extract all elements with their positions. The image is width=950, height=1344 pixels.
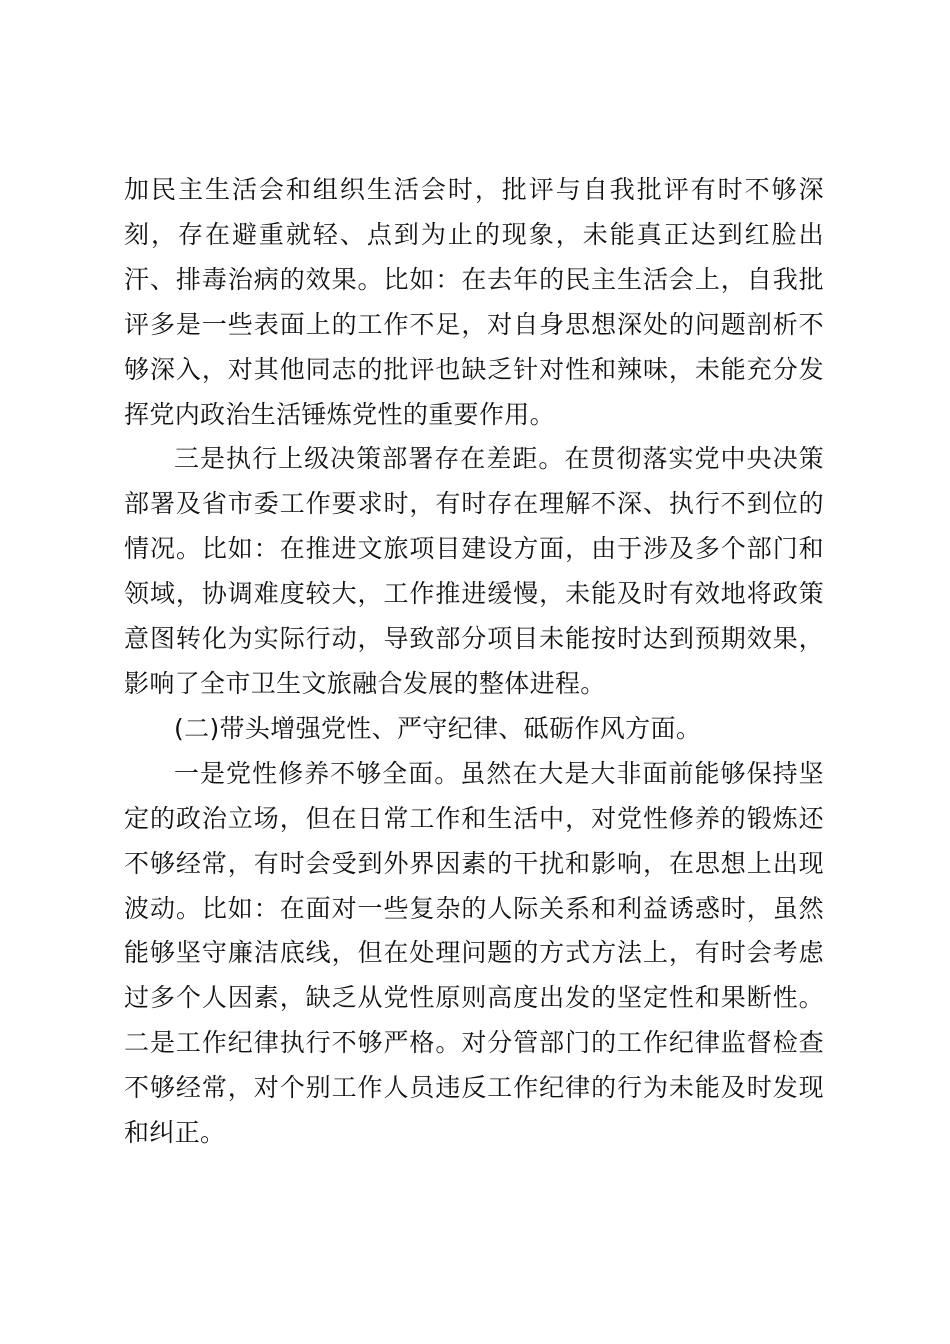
paragraph-criticism-continued: 加民主生活会和组织生活会时，批评与自我批评有时不够深刻，存在避重就轻、点到为止的现象，未能真正达到红脸出汗、排毒治病的效果。比如：在去年的民主生活会上，自我批评多是一些表面上的工作不足，对自身思想深处的问题剖析不够深入，对其他同志的批评也缺乏针对性和辣味，未能充分发挥党内政治生活锤炼党性的重要作用。	[124, 175, 824, 429]
section-heading-two: (二)带头增强党性、严守纪律、砥砺作风方面。	[174, 713, 702, 743]
paragraph-point-three: 三是执行上级决策部署存在差距。在贯彻落实党中央决策部署及省市委工作要求时，有时存在理解不深、执行不到位的情况。比如：在推进文旅项目建设方面，由于涉及多个部门和领域，协调难度较大，工作推进缓慢，未能及时有效地将政策意图转化为实际行动，导致部分项目未能按时达到预期效果，影响了全市卫生文旅融合发展的整体进程。	[124, 444, 824, 698]
document-body	[124, 168, 824, 1156]
paragraph-point-one-party-spirit: 一是党性修养不够全面。虽然在大是大非面前能够保持坚定的政治立场，但在日常工作和生活中，对党性修养的锻炼还不够经常，有时会受到外界因素的干扰和影响，在思想上出现波动。比如：在面对一些复杂的人际关系和利益诱惑时，虽然能够坚守廉洁底线，但在处理问题的方式方法上，有时会考虑过多个人因素，缺乏从党性原则高度出发的坚定性和果断性。二是工作纪律执行不够严格。对分管部门的工作纪律监督检查不够经常，对个别工作人员违反工作纪律的行为未能及时发现和纠正。	[124, 758, 824, 1148]
